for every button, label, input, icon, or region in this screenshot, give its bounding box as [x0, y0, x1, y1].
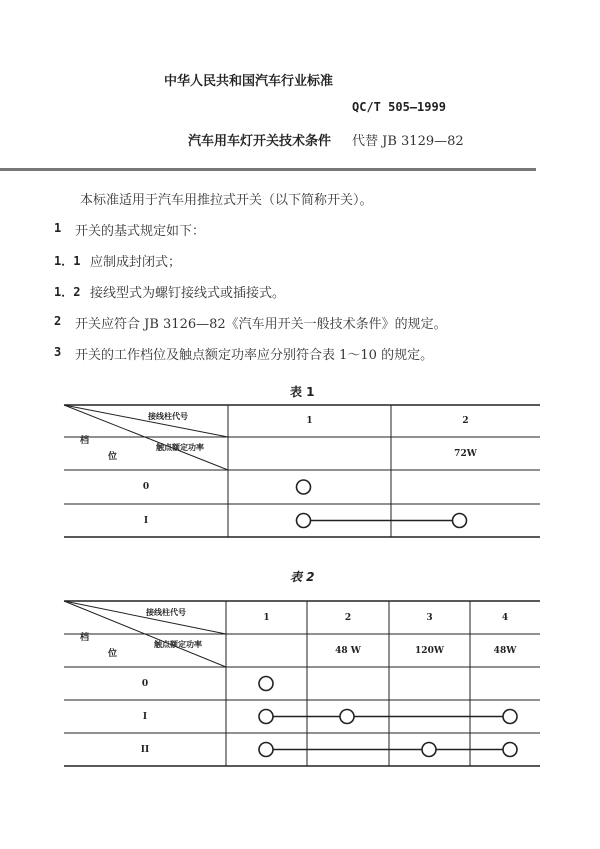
contact-circle: [297, 514, 311, 528]
rated-power: 48W: [493, 645, 517, 656]
contact-circle: [340, 710, 354, 724]
corner-position-label-1: 档: [80, 436, 90, 446]
table2-caption: 表 2: [290, 570, 315, 584]
rated-power: 120W: [415, 645, 444, 656]
org-name: 中华人民共和国汽车行业标准: [164, 74, 334, 89]
corner-power-label: 触点额定功率: [154, 639, 202, 649]
corner-terminal-label: 接线柱代号: [146, 607, 186, 617]
contact-circle: [503, 743, 517, 757]
contact-circle: [297, 480, 311, 494]
item-text: 接线型式为螺钉接线式或插接式。: [90, 286, 286, 301]
item-number: 2: [54, 314, 62, 328]
position-label: I: [142, 711, 148, 722]
position-label: II: [140, 744, 150, 755]
item-number: 1．1: [54, 254, 81, 268]
terminal-code: 2: [344, 612, 352, 623]
item-text: 开关的基式规定如下：: [75, 224, 206, 239]
document-title: 汽车用车灯开关技术条件: [188, 134, 332, 149]
corner-terminal-label: 接线柱代号: [148, 411, 188, 421]
contact-circle: [453, 514, 467, 528]
rated-power: 48 W: [335, 645, 361, 656]
table1-caption: 表 1: [290, 385, 315, 399]
terminal-code: 1: [263, 612, 270, 623]
standard-code: QC/T 505—1999: [352, 100, 446, 114]
terminal-code: 3: [426, 612, 433, 623]
position-label: 0: [142, 482, 150, 492]
intro-paragraph: 本标准适用于汽车用推拉式开关（以下简称开关）。: [80, 193, 373, 208]
contact-circle: [259, 743, 273, 757]
item-number: 1: [54, 221, 62, 235]
contact-circle: [259, 710, 273, 724]
terminal-code: 4: [501, 612, 509, 623]
corner-position-label-1: 档: [80, 633, 90, 643]
item-number: 3: [54, 345, 62, 359]
replaces-note: 代替 JB 3129—82: [352, 134, 464, 149]
contact-circle: [422, 743, 436, 757]
item-number: 1．2: [54, 285, 81, 299]
position-label: 0: [141, 678, 149, 689]
position-label: I: [143, 515, 149, 526]
contact-circle: [503, 710, 517, 724]
item-text: 应制成封闭式；: [90, 255, 182, 270]
rated-power: 72W: [454, 448, 477, 459]
terminal-code: 2: [462, 416, 469, 426]
item-text: 开关的工作档位及触点额定功率应分别符合表 1～10 的规定。: [75, 348, 434, 363]
contact-circle: [259, 677, 273, 691]
corner-power-label: 触点额定功率: [156, 442, 204, 452]
corner-position-label-2: 位: [108, 452, 118, 462]
item-text: 开关应符合 JB 3126—82《汽车用开关一般技术条件》的规定。: [75, 317, 447, 332]
corner-position-label-2: 位: [108, 649, 118, 659]
terminal-code: 1: [306, 416, 313, 426]
